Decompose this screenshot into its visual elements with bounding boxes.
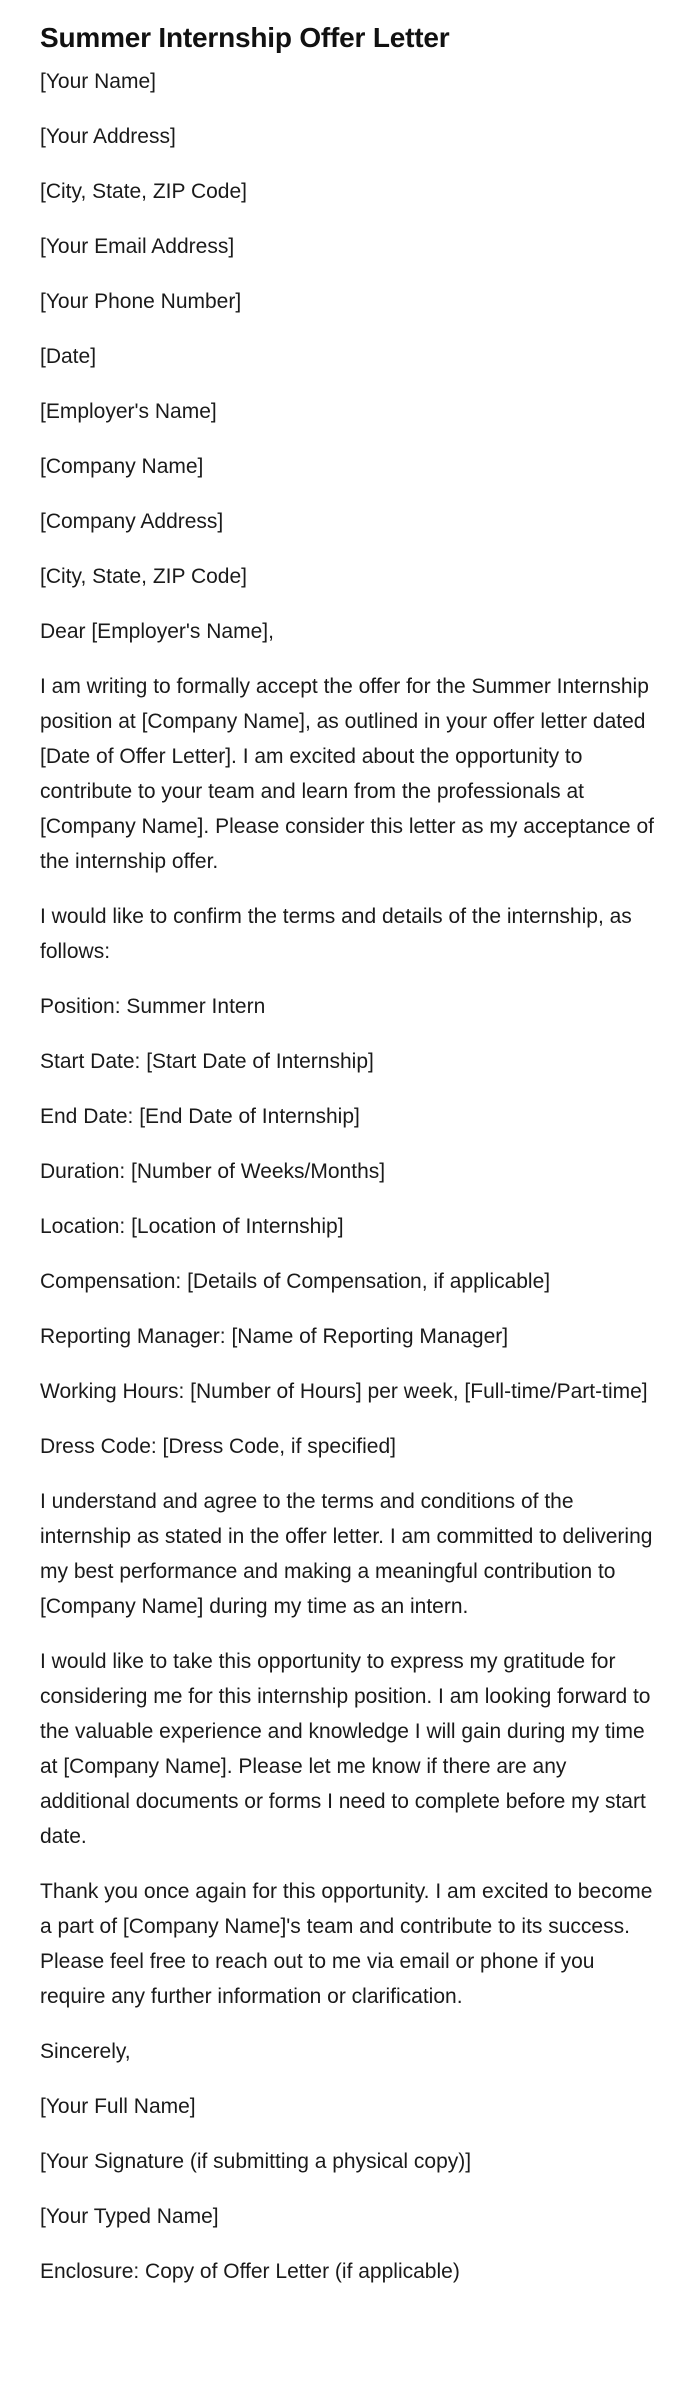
detail-reporting-manager: Reporting Manager: [Name of Reporting Manager]: [40, 1325, 509, 1349]
enclosure-note: Enclosure: Copy of Offer Letter (if applicable): [40, 2260, 460, 2284]
body-paragraph-gratitude: I would like to take this opportunity to express my gratitude for considering me for this internship position. I am looking forward to the valuable experience and knowledge I will gain during my time at [Company Name]. Please let me know if there are any additional documents or forms I need to complete before my start date.: [40, 1650, 651, 1849]
sender-city-state-zip: [City, State, ZIP Code]: [40, 180, 247, 204]
body-paragraph-thanks: Thank you once again for this opportunity. I am excited to become a part of [Company Name]'s team and contribute to its success. Please feel free to reach out to me via email or phone if you require any further information or clarification.: [40, 1880, 653, 2009]
detail-working-hours: Working Hours: [Number of Hours] per week, [Full-time/Part-time]: [40, 1380, 648, 1404]
sender-address: [Your Address]: [40, 125, 176, 149]
body-paragraph-acceptance: I am writing to formally accept the offer for the Summer Internship position at [Company Name], as outlined in your offer letter dated [Date of Offer Letter]. I am excited about the opportunity to contribute to your team and learn from the professionals at [Company Name]. Please consider this letter as my acceptance of the internship offer.: [40, 675, 654, 874]
valediction: Sincerely,: [40, 2040, 131, 2064]
detail-compensation: Compensation: [Details of Compensation, if applicable]: [40, 1270, 551, 1294]
detail-start-date: Start Date: [Start Date of Internship]: [40, 1050, 374, 1074]
body-paragraph-agreement: I understand and agree to the terms and conditions of the internship as stated in the offer letter. I am committed to delivering my best performance and making a meaningful contribution to [Company Name] during my time as an intern.: [40, 1490, 653, 1619]
detail-position: Position: Summer Intern: [40, 995, 266, 1019]
recipient-address: [Company Address]: [40, 510, 224, 534]
closing-typed-name: [Your Typed Name]: [40, 2205, 219, 2229]
detail-duration: Duration: [Number of Weeks/Months]: [40, 1160, 386, 1184]
body-paragraph-terms-intro: I would like to confirm the terms and details of the internship, as follows:: [40, 905, 632, 964]
detail-location: Location: [Location of Internship]: [40, 1215, 344, 1239]
page-title: Summer Internship Offer Letter: [40, 22, 450, 53]
recipient-company: [Company Name]: [40, 455, 204, 479]
closing-full-name: [Your Full Name]: [40, 2095, 196, 2119]
salutation: Dear [Employer's Name],: [40, 620, 274, 644]
sender-name: [Your Name]: [40, 70, 156, 94]
closing-signature: [Your Signature (if submitting a physical copy)]: [40, 2150, 472, 2174]
sender-email: [Your Email Address]: [40, 235, 235, 259]
sender-phone: [Your Phone Number]: [40, 290, 242, 314]
detail-dress-code: Dress Code: [Dress Code, if specified]: [40, 1435, 396, 1459]
detail-end-date: End Date: [End Date of Internship]: [40, 1105, 360, 1129]
recipient-city-state-zip: [City, State, ZIP Code]: [40, 565, 247, 589]
letter-date: [Date]: [40, 345, 97, 369]
recipient-name: [Employer's Name]: [40, 400, 217, 424]
